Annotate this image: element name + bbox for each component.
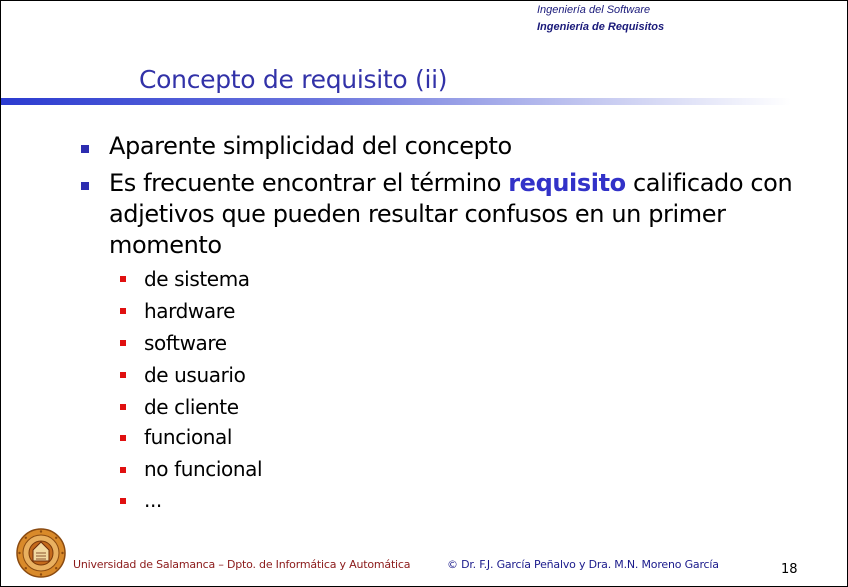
header-subject-name: Ingeniería de Requisitos xyxy=(537,21,665,33)
footer-institution: Universidad de Salamanca – Dpto. de Informática y Automática xyxy=(73,558,411,571)
page-number: 18 xyxy=(781,562,798,577)
university-seal-icon xyxy=(16,528,66,578)
sub-bullet-marker-icon xyxy=(120,372,126,378)
sub-bullet-marker-icon xyxy=(120,276,126,282)
sub-bullet-marker-icon xyxy=(120,467,126,473)
title-underline-bar xyxy=(1,98,791,105)
header-course-name: Ingeniería del Software xyxy=(537,4,651,16)
sub-bullet-marker-icon xyxy=(120,340,126,346)
sub-bullet-item: ... xyxy=(144,488,162,512)
sub-bullet-item: funcional xyxy=(144,425,233,449)
bullet-marker-icon xyxy=(81,145,89,153)
slide-title: Concepto de requisito (ii) xyxy=(139,65,448,94)
bullet-text: momento xyxy=(109,231,222,259)
sub-bullet-item: hardware xyxy=(144,299,235,323)
sub-bullet-marker-icon xyxy=(120,404,126,410)
bullet-text: adjetivos que pueden resultar confusos en un primer xyxy=(109,200,726,228)
sub-bullet-marker-icon xyxy=(120,308,126,314)
sub-bullet-item: de sistema xyxy=(144,267,250,291)
sub-bullet-item: de usuario xyxy=(144,363,246,387)
bullet-text: calificado con xyxy=(632,169,793,197)
sub-bullet-marker-icon xyxy=(120,498,126,504)
bullet-item xyxy=(109,168,809,261)
bullet-marker-icon xyxy=(81,182,89,190)
sub-bullet-item: software xyxy=(144,331,227,355)
footer-authors: © Dr. F.J. García Peñalvo y Dra. M.N. Moreno García xyxy=(447,558,719,571)
sub-bullet-marker-icon xyxy=(120,435,126,441)
sub-bullet-item: de cliente xyxy=(144,395,239,419)
sub-bullet-item: no funcional xyxy=(144,457,263,481)
bullet-item: Aparente simplicidad del concepto xyxy=(109,132,512,160)
bullet-text: Es frecuente encontrar el término xyxy=(109,169,502,197)
highlighted-term: requisito xyxy=(508,169,626,197)
